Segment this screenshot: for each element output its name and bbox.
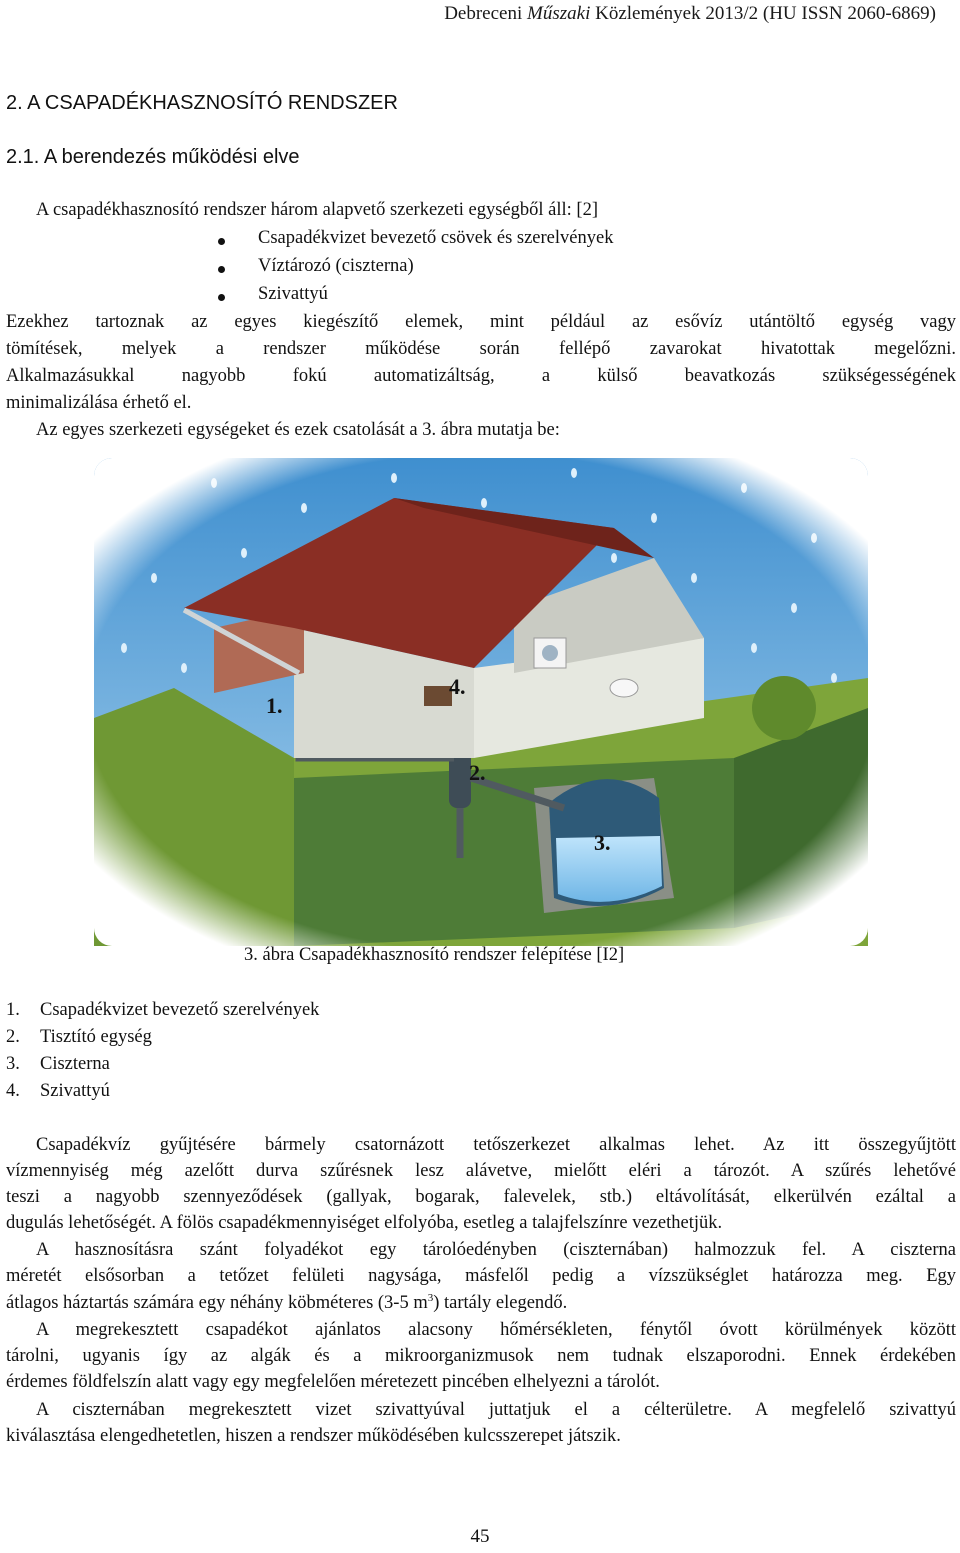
body-line: átlagos háztartás számára egy néhány köbméteres (3-5 $m^3$) tartály elegendő. [6, 1292, 568, 1314]
figure-label-1: 1. [266, 693, 283, 718]
figure-label-3: 3. [594, 830, 611, 855]
page-number: 45 [470, 1526, 490, 1547]
journal-header-emph: Műszaki [527, 3, 591, 24]
body-line: Csapadékvíz gyűjtésére bármely csatornázott tetőszerkezet alkalmas lehet. Az itt összegyűjtött [36, 1135, 956, 1155]
intro-text: A csapadékhasznosító rendszer három alapvető szerkezeti egységből áll: [2] [36, 200, 598, 220]
paragraph-line: Ezekhez tartoznak az egyes kiegészítő elemek, mint például az esővíz utántöltő egység vagy [6, 312, 956, 332]
body-line: teszi a nagyobb szennyeződések (gallyak, bogarak, falevelek, stb.) eltávolítását, elkerülvén ezáltal a [6, 1187, 956, 1207]
paragraph-line: Alkalmazásukkal nagyobb fokú automatizáltság, a külső beavatkozás szükségességének [6, 366, 956, 386]
body-line: vízmennyiség még azelőtt durva szűrésnek lesz alávetve, mielőtt eléri a tározót. A szűrés lehetővé [6, 1161, 956, 1181]
body-line: A hasznosításra szánt folyadékot egy tárolóedényben (ciszternában) halmozzuk fel. A ciszterna [36, 1240, 956, 1260]
body-line: dugulás lehetőségét. A fölös csapadékmennyiséget elfolyóba, esetleg a talajfelszínre vezethetjük. [6, 1213, 723, 1233]
body-line: A ciszternában megrekesztett vizet szivattyúval juttatjuk el a célterületre. A megfelelő szivattyú [36, 1400, 956, 1420]
paragraph-line: minimalizálása érhető el. [6, 393, 192, 413]
legend-item: 1. Csapadékvizet bevezető szerelvények [6, 1000, 320, 1020]
section-title: 2. A CSAPADÉKHASZNOSÍTÓ RENDSZER [6, 92, 398, 114]
journal-header: Debreceni Műszaki Közlemények 2013/2 (HU ISSN 2060-6869) [444, 3, 936, 24]
legend-item: 2. Tisztító egység [6, 1027, 152, 1047]
body-line: A megrekesztett csapadékot ajánlatos alacsony hőmérsékleten, fénytől óvott körülmények között [36, 1320, 956, 1340]
figure-reference-line: Az egyes szerkezeti egységeket és ezek csatolását a 3. ábra mutatja be: [36, 420, 560, 440]
image-glow [94, 458, 868, 946]
paragraph-line: tömítések, melyek a rendszer működése során fellépő zavarokat hivatottak megelőzni. [6, 339, 956, 359]
body-line: érdemes földfelszín alatt vagy egy megfelelően méretezett pincében elhelyezni a tárolót. [6, 1372, 660, 1392]
legend-item: 4. Szivattyú [6, 1081, 110, 1101]
figure-label-2: 2. [469, 760, 486, 785]
body-line: méretét elsősorban a tetőzet felületi nagysága, másfelől pedig a vízszükséglet határozza meg. Egy [6, 1266, 956, 1286]
figure-caption: 3. ábra Csapadékhasznosító rendszer felépítése [I2] [244, 945, 625, 965]
subsection-title: 2.1. A berendezés működési elve [6, 146, 300, 168]
rainwater-system-illustration [94, 458, 868, 946]
legend-item: 3. Ciszterna [6, 1054, 110, 1074]
body-line: kiválasztása elengedhetetlen, hiszen a rendszer működésében kulcsszerepet játszik. [6, 1426, 621, 1446]
figure-label-4: 4. [449, 674, 466, 699]
superscript: 3 [427, 1292, 434, 1304]
body-line: tárolni, ugyanis így az algák és a mikroorganizmusok nem tudnak elszaporodni. Ennek érdekében [6, 1346, 956, 1366]
